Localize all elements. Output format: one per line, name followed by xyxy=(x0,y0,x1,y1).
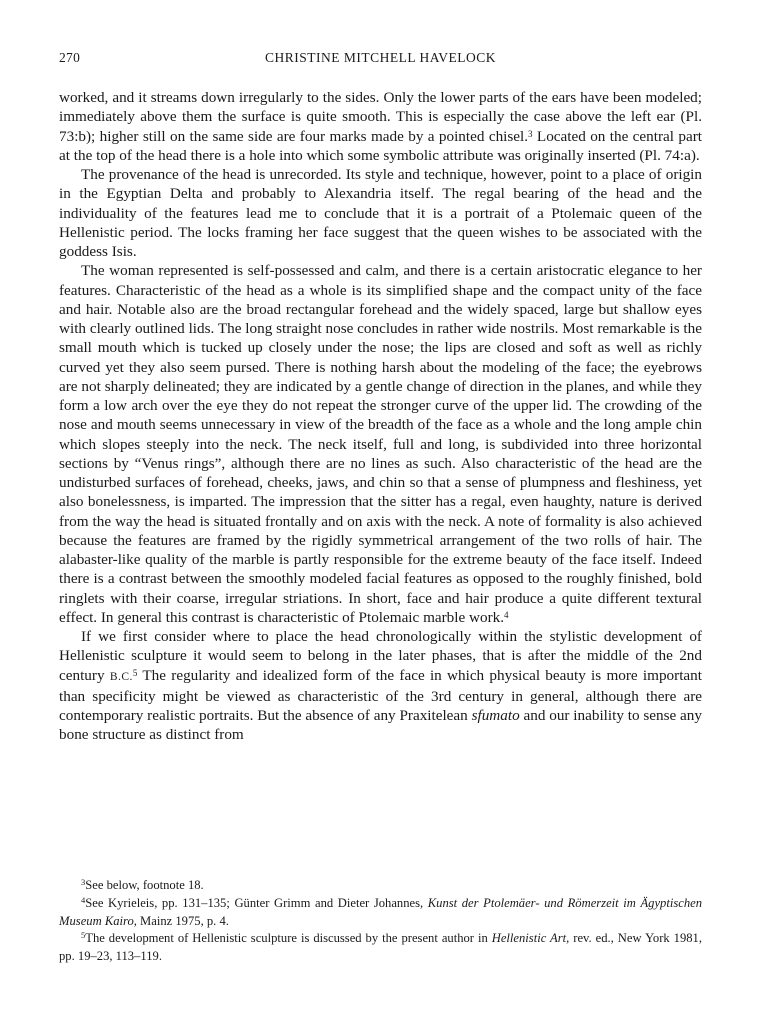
footnote-ref-5[interactable]: 5 xyxy=(132,667,138,678)
footnotes xyxy=(59,877,702,965)
footnote-3: $^3$See below, footnote 18. xyxy=(81,877,204,892)
page-header xyxy=(59,50,702,74)
footnote-ref-4[interactable]: 4 xyxy=(504,609,509,620)
paragraph-2: The provenance of the head is unrecorded. Its style and technique, however, point to a place of origin in the Egyptian Delta and probably to Alexandria itself. The regal bearing of the head and the individuality of the features lead me to conclude that it is a portrait of a Ptolemaic queen of the Hellenistic period. The locks framing her face suggest that the queen wishes to be associated with the goddess Isis. xyxy=(59,166,702,260)
paragraph-3: The woman represented is self-possessed and calm, and there is a certain aristocratic elegance to her features. Characteristic of the head as a whole is its simplified shape and the compact unity of the face and hair. Notable also are the broad rectangular forehead and the widely spaced, large but shallow eyes with clearly outlined lids. The long straight nose concludes in rather wide nostrils. Most remarkable is the small mouth which is tucked up closely under the nose; the lips are closed and soft as well as richly curved yet they also seem pursed. There is nothing harsh about the modeling of the face; the eyebrows are not sharply delineated; they are indicated by a gentle change of direction in the planes, and while they form a low arch over the eye they do not repeat the stronger curve of the upper lid. The crowding of the nose and mouth seems unnecessary in view of the breadth of the face as a whole and the long ample chin which slopes steeply into the neck. The neck itself, full and long, is subdivided into three horizontal sections by “Venus rings”, although there are no lines as such. Also characteristic of the head are the undisturbed surfaces of forehead, cheeks, jaws, and chin so that a sense of plumpness and fleshiness, yet also bonelessness, is imparted. The impression that the sitter has a regal, even haughty, nature is derived from the way the head is situated frontally and on axis with the neck. A note of formality is also achieved because the features are framed by the rigidly symmetrical arrangement of the two rolls of hair. The alabaster-like quality of the marble is partly responsible for the extreme beauty of the face itself. Indeed there is a contrast between the smoothly modeled facial features as opposed to the roughly finished, bold ringlets with their coarse, irregular striations. In short, face and hair produce a quite different textural effect. In general this contrast is characteristic of Ptolemaic marble work.$^4$ xyxy=(59,262,702,626)
page-number: 270 xyxy=(59,50,81,65)
paper-page xyxy=(59,50,703,963)
footnote-5: $^5$The development of Hellenistic sculpture is discussed by the present author in Hellenistic Art, rev. ed., New York 1981, pp. 19–23, 113–119. xyxy=(59,930,703,963)
footnote-4: $^4$See Kyrieleis, pp. 131–135; Günter Grimm and Dieter Johannes, Kunst der Ptolemäer- und Römerzeit im Ägyptischen Museum Kairo, Mainz 1975, p. 4. xyxy=(59,895,703,928)
paragraph-4: If we first consider where to place the head chronologically within the stylistic development of Hellenistic sculpture it would seem to belong in the later phases, that is after the middle of the 2nd century B.C.$^5$ The regularity and idealized form of the face in which physical beauty is more important than specificity might be viewed as characteristic of the 3rd century in general, although there are contemporary realistic portraits. But the absence of any Praxitelean sfumato and our inability to sense any bone structure as distinct from xyxy=(59,628,702,744)
era-abbrev: B.C. xyxy=(109,670,133,683)
running-head: CHRISTINE MITCHELL HAVELOCK xyxy=(265,50,496,65)
footnote-ref-3[interactable]: 3 xyxy=(528,128,533,139)
paragraph-1: worked, and it streams down irregularly to the sides. Only the lower parts of the ears have been modeled; immediately above them the surface is quite smooth. This is especially the case above the left ear (Pl. 73:b); higher still on the same side are four marks made by a pointed chisel.$^3$ Located on the central part at the top of the head there is a hole into which some symbolic attribute was originally inserted (Pl. 74:a). xyxy=(59,89,702,164)
body-text xyxy=(59,88,702,745)
italic-term: sfumato xyxy=(471,707,520,724)
